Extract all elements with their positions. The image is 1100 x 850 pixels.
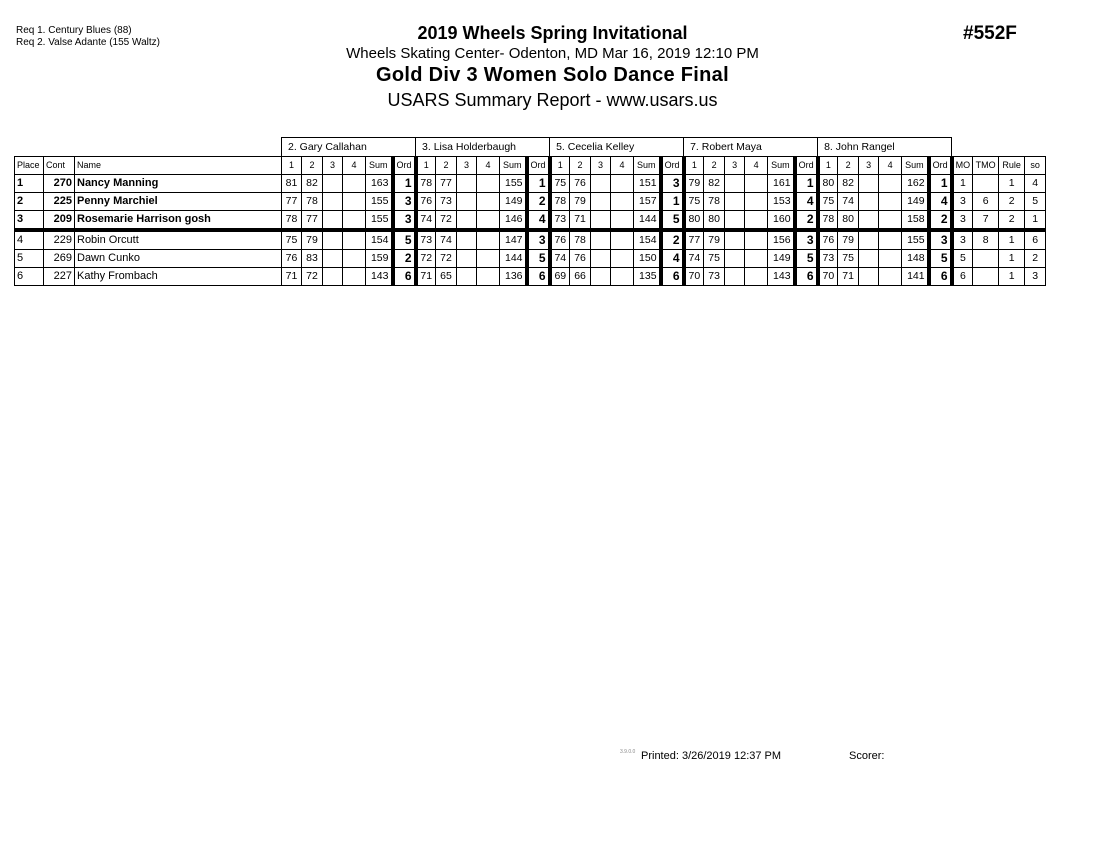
- score-cell: [725, 175, 745, 193]
- score-cell: 73: [818, 250, 838, 268]
- score-cell: 72: [436, 250, 457, 268]
- column-header-rule: Rule: [999, 157, 1025, 175]
- ordinal-cell: 4: [661, 250, 684, 268]
- score-cell: 75: [282, 230, 302, 250]
- sum-cell: 155: [366, 193, 393, 211]
- score-cell: 71: [570, 211, 591, 231]
- score-cell: 76: [818, 230, 838, 250]
- sum-cell: 155: [500, 175, 527, 193]
- judge-column-header: 2: [302, 157, 323, 175]
- ordinal-cell: 5: [393, 230, 416, 250]
- score-cell: 77: [684, 230, 704, 250]
- judge-column-header: 2: [838, 157, 859, 175]
- score-cell: 73: [436, 193, 457, 211]
- score-cell: [879, 211, 902, 231]
- judge-header-row: [15, 138, 1046, 157]
- skater-name-cell: Rosemarie Harrison gosh: [75, 211, 282, 231]
- tmo-cell: [973, 268, 999, 286]
- contestant-number-cell: 269: [44, 250, 75, 268]
- ordinal-cell: 1: [527, 175, 550, 193]
- score-cell: [323, 230, 343, 250]
- sum-cell: 154: [366, 230, 393, 250]
- place-cell: 2: [15, 193, 44, 211]
- sum-cell: 135: [634, 268, 661, 286]
- score-cell: [477, 175, 500, 193]
- ordinal-cell: 1: [795, 175, 818, 193]
- score-cell: [879, 250, 902, 268]
- so-cell: 5: [1025, 193, 1046, 211]
- ordinal-cell: 5: [795, 250, 818, 268]
- sum-cell: 149: [902, 193, 929, 211]
- score-cell: 78: [550, 193, 570, 211]
- sum-cell: 143: [768, 268, 795, 286]
- judge-column-header: Ord: [795, 157, 818, 175]
- score-cell: 79: [838, 230, 859, 250]
- judge-name: 8. John Rangel: [818, 138, 952, 157]
- ordinal-cell: 4: [527, 211, 550, 231]
- tmo-cell: 6: [973, 193, 999, 211]
- ordinal-cell: 2: [393, 250, 416, 268]
- score-cell: 78: [282, 211, 302, 231]
- judge-name: 7. Robert Maya: [684, 138, 818, 157]
- score-cell: [343, 193, 366, 211]
- judge-column-header: 1: [550, 157, 570, 175]
- sum-cell: 159: [366, 250, 393, 268]
- blank-cell: [952, 138, 1046, 157]
- score-cell: 78: [570, 230, 591, 250]
- score-cell: [343, 211, 366, 231]
- column-header-row: [15, 157, 1046, 175]
- judge-name: 5. Cecelia Kelley: [550, 138, 684, 157]
- score-cell: [457, 250, 477, 268]
- judge-column-header: 4: [745, 157, 768, 175]
- so-cell: 3: [1025, 268, 1046, 286]
- score-cell: 74: [416, 211, 436, 231]
- score-cell: 78: [704, 193, 725, 211]
- score-cell: 71: [838, 268, 859, 286]
- rule-cell: 1: [999, 175, 1025, 193]
- score-cell: 70: [818, 268, 838, 286]
- table-row: [15, 193, 1046, 211]
- tmo-cell: 8: [973, 230, 999, 250]
- ordinal-cell: 3: [795, 230, 818, 250]
- judge-column-header: 2: [570, 157, 591, 175]
- judge-column-header: 1: [282, 157, 302, 175]
- score-cell: 75: [704, 250, 725, 268]
- score-cell: [745, 175, 768, 193]
- ordinal-cell: 3: [527, 230, 550, 250]
- score-cell: 74: [550, 250, 570, 268]
- score-cell: [879, 175, 902, 193]
- ordinal-cell: 4: [929, 193, 952, 211]
- tmo-cell: [973, 175, 999, 193]
- judge-column-header: Sum: [634, 157, 661, 175]
- score-cell: [477, 211, 500, 231]
- sum-cell: 163: [366, 175, 393, 193]
- column-header-mo: MO: [952, 157, 973, 175]
- printed-timestamp: Printed: 3/26/2019 12:37 PM: [641, 750, 782, 762]
- score-cell: 69: [550, 268, 570, 286]
- place-cell: 6: [15, 268, 44, 286]
- table-row: [15, 268, 1046, 286]
- column-header-cont: Cont: [44, 157, 75, 175]
- sum-cell: 149: [500, 193, 527, 211]
- judge-column-header: 4: [611, 157, 634, 175]
- score-cell: 77: [282, 193, 302, 211]
- score-cell: [745, 230, 768, 250]
- sum-cell: 160: [768, 211, 795, 231]
- judge-column-header: 1: [818, 157, 838, 175]
- judge-column-header: 3: [457, 157, 477, 175]
- score-cell: 75: [550, 175, 570, 193]
- score-cell: [457, 175, 477, 193]
- sum-cell: 146: [500, 211, 527, 231]
- sum-cell: 141: [902, 268, 929, 286]
- score-cell: [591, 268, 611, 286]
- ordinal-cell: 5: [929, 250, 952, 268]
- score-cell: 73: [416, 230, 436, 250]
- score-cell: [725, 193, 745, 211]
- score-cell: 82: [302, 175, 323, 193]
- score-cell: [343, 230, 366, 250]
- ordinal-cell: 3: [393, 211, 416, 231]
- score-cell: [611, 211, 634, 231]
- ordinal-cell: 2: [527, 193, 550, 211]
- score-cell: [745, 211, 768, 231]
- score-cell: 74: [684, 250, 704, 268]
- judge-column-header: Sum: [768, 157, 795, 175]
- score-cell: 66: [570, 268, 591, 286]
- venue-date: Wheels Skating Center- Odenton, MD Mar 16, 2019 12:10 PM: [346, 45, 759, 62]
- judge-column-header: Ord: [527, 157, 550, 175]
- rule-cell: 1: [999, 250, 1025, 268]
- score-cell: 83: [302, 250, 323, 268]
- score-cell: [457, 230, 477, 250]
- so-cell: 2: [1025, 250, 1046, 268]
- contestant-number-cell: 270: [44, 175, 75, 193]
- ordinal-cell: 1: [393, 175, 416, 193]
- rule-cell: 1: [999, 230, 1025, 250]
- ordinal-cell: 6: [795, 268, 818, 286]
- contestant-number-cell: 225: [44, 193, 75, 211]
- ordinal-cell: 3: [393, 193, 416, 211]
- score-cell: 82: [704, 175, 725, 193]
- mo-cell: 1: [952, 175, 973, 193]
- mo-cell: 3: [952, 193, 973, 211]
- score-cell: [745, 250, 768, 268]
- score-cell: 78: [416, 175, 436, 193]
- table-row: [15, 250, 1046, 268]
- contestant-number-cell: 227: [44, 268, 75, 286]
- score-cell: [745, 193, 768, 211]
- score-cell: [323, 175, 343, 193]
- score-cell: [591, 211, 611, 231]
- table-row: [15, 230, 1046, 250]
- score-cell: [745, 268, 768, 286]
- tmo-cell: [973, 250, 999, 268]
- judge-column-header: Ord: [929, 157, 952, 175]
- score-cell: [859, 193, 879, 211]
- score-cell: 71: [282, 268, 302, 286]
- ordinal-cell: 6: [661, 268, 684, 286]
- mo-cell: 5: [952, 250, 973, 268]
- contestant-number-cell: 209: [44, 211, 75, 231]
- ordinal-cell: 3: [929, 230, 952, 250]
- score-cell: [859, 268, 879, 286]
- score-cell: [457, 268, 477, 286]
- score-cell: [859, 250, 879, 268]
- score-cell: [725, 268, 745, 286]
- judge-column-header: Ord: [661, 157, 684, 175]
- ordinal-cell: 1: [661, 193, 684, 211]
- judge-column-header: Ord: [393, 157, 416, 175]
- score-cell: 82: [838, 175, 859, 193]
- score-cell: 80: [818, 175, 838, 193]
- judge-column-header: Sum: [500, 157, 527, 175]
- score-cell: [725, 230, 745, 250]
- score-cell: [611, 268, 634, 286]
- score-cell: 76: [570, 250, 591, 268]
- table-row: [15, 175, 1046, 193]
- score-cell: 77: [302, 211, 323, 231]
- score-cell: [591, 230, 611, 250]
- ordinal-cell: 2: [795, 211, 818, 231]
- score-cell: 77: [436, 175, 457, 193]
- score-cell: [477, 250, 500, 268]
- score-cell: 80: [704, 211, 725, 231]
- score-cell: [323, 268, 343, 286]
- place-cell: 4: [15, 230, 44, 250]
- skater-name-cell: Robin Orcutt: [75, 230, 282, 250]
- score-cell: 73: [704, 268, 725, 286]
- judge-column-header: 1: [684, 157, 704, 175]
- score-cell: [591, 175, 611, 193]
- ordinal-cell: 5: [661, 211, 684, 231]
- sum-cell: 147: [500, 230, 527, 250]
- score-cell: [343, 175, 366, 193]
- score-cell: 79: [684, 175, 704, 193]
- score-cell: [477, 268, 500, 286]
- score-cell: 72: [436, 211, 457, 231]
- mo-cell: 3: [952, 211, 973, 231]
- blank-cell: [15, 138, 282, 157]
- judge-name: 3. Lisa Holderbaugh: [416, 138, 550, 157]
- score-cell: 72: [302, 268, 323, 286]
- score-cell: 74: [838, 193, 859, 211]
- score-cell: 79: [302, 230, 323, 250]
- ordinal-cell: 1: [929, 175, 952, 193]
- ordinal-cell: 3: [661, 175, 684, 193]
- score-cell: [879, 193, 902, 211]
- ordinal-cell: 6: [393, 268, 416, 286]
- place-cell: 3: [15, 211, 44, 231]
- table-row: [15, 211, 1046, 231]
- judge-column-header: 3: [591, 157, 611, 175]
- score-cell: 75: [838, 250, 859, 268]
- event-title: Gold Div 3 Women Solo Dance Final: [376, 64, 729, 86]
- score-cell: [725, 250, 745, 268]
- score-cell: [879, 268, 902, 286]
- rule-cell: 2: [999, 211, 1025, 231]
- sum-cell: 157: [634, 193, 661, 211]
- column-header-tmo: TMO: [973, 157, 999, 175]
- judge-column-header: 4: [477, 157, 500, 175]
- rule-cell: 2: [999, 193, 1025, 211]
- so-cell: 6: [1025, 230, 1046, 250]
- sum-cell: 144: [634, 211, 661, 231]
- sum-cell: 144: [500, 250, 527, 268]
- judge-column-header: Sum: [902, 157, 929, 175]
- score-cell: [859, 175, 879, 193]
- requirement-2: Req 2. Valse Adante (155 Waltz): [16, 37, 160, 48]
- judge-column-header: 4: [879, 157, 902, 175]
- score-cell: [611, 250, 634, 268]
- judge-column-header: Sum: [366, 157, 393, 175]
- score-cell: 73: [550, 211, 570, 231]
- sum-cell: 149: [768, 250, 795, 268]
- results-table: [14, 137, 1046, 286]
- ordinal-cell: 2: [929, 211, 952, 231]
- mo-cell: 6: [952, 268, 973, 286]
- sum-cell: 158: [902, 211, 929, 231]
- score-cell: 76: [570, 175, 591, 193]
- score-cell: 75: [684, 193, 704, 211]
- skater-name-cell: Kathy Frombach: [75, 268, 282, 286]
- score-cell: 78: [302, 193, 323, 211]
- score-cell: 76: [416, 193, 436, 211]
- place-cell: 5: [15, 250, 44, 268]
- judge-column-header: 2: [704, 157, 725, 175]
- score-cell: [477, 193, 500, 211]
- sum-cell: 155: [902, 230, 929, 250]
- requirement-1: Req 1. Century Blues (88): [16, 25, 132, 36]
- sum-cell: 162: [902, 175, 929, 193]
- judge-name: 2. Gary Callahan: [282, 138, 416, 157]
- mo-cell: 3: [952, 230, 973, 250]
- place-cell: 1: [15, 175, 44, 193]
- judge-column-header: 1: [416, 157, 436, 175]
- sum-cell: 161: [768, 175, 795, 193]
- sum-cell: 153: [768, 193, 795, 211]
- score-cell: [457, 211, 477, 231]
- score-cell: 80: [838, 211, 859, 231]
- score-cell: [859, 211, 879, 231]
- sum-cell: 136: [500, 268, 527, 286]
- judge-column-header: 3: [323, 157, 343, 175]
- skater-name-cell: Penny Marchiel: [75, 193, 282, 211]
- judge-column-header: 2: [436, 157, 457, 175]
- score-cell: 79: [570, 193, 591, 211]
- score-cell: [591, 193, 611, 211]
- version-label: 3.9.0.0: [620, 749, 636, 755]
- ordinal-cell: 5: [527, 250, 550, 268]
- score-cell: 78: [818, 211, 838, 231]
- score-cell: [611, 230, 634, 250]
- score-cell: [477, 230, 500, 250]
- score-cell: [879, 230, 902, 250]
- score-cell: 76: [550, 230, 570, 250]
- judge-column-header: 3: [859, 157, 879, 175]
- score-cell: 80: [684, 211, 704, 231]
- scorer-label: Scorer:: [849, 750, 885, 762]
- competition-title: 2019 Wheels Spring Invitational: [417, 23, 688, 43]
- ordinal-cell: 6: [929, 268, 952, 286]
- column-header-so: so: [1025, 157, 1046, 175]
- skater-name-cell: Dawn Cunko: [75, 250, 282, 268]
- score-cell: 72: [416, 250, 436, 268]
- sum-cell: 154: [634, 230, 661, 250]
- event-number: #552F: [963, 23, 1017, 44]
- contestant-number-cell: 229: [44, 230, 75, 250]
- sum-cell: 155: [366, 211, 393, 231]
- score-cell: [323, 211, 343, 231]
- score-cell: [611, 175, 634, 193]
- skater-name-cell: Nancy Manning: [75, 175, 282, 193]
- score-cell: 65: [436, 268, 457, 286]
- score-cell: [323, 193, 343, 211]
- score-cell: 79: [704, 230, 725, 250]
- score-cell: [611, 193, 634, 211]
- sum-cell: 151: [634, 175, 661, 193]
- ordinal-cell: 6: [527, 268, 550, 286]
- score-cell: [859, 230, 879, 250]
- score-cell: 70: [684, 268, 704, 286]
- rule-cell: 1: [999, 268, 1025, 286]
- ordinal-cell: 2: [661, 230, 684, 250]
- score-cell: [343, 268, 366, 286]
- sum-cell: 143: [366, 268, 393, 286]
- score-cell: 76: [282, 250, 302, 268]
- column-header-place: Place: [15, 157, 44, 175]
- report-title: USARS Summary Report - www.usars.us: [387, 90, 718, 110]
- so-cell: 4: [1025, 175, 1046, 193]
- score-cell: 74: [436, 230, 457, 250]
- sum-cell: 148: [902, 250, 929, 268]
- score-cell: 81: [282, 175, 302, 193]
- score-cell: [323, 250, 343, 268]
- score-cell: 75: [818, 193, 838, 211]
- score-cell: [725, 211, 745, 231]
- judge-column-header: 3: [725, 157, 745, 175]
- column-header-name: Name: [75, 157, 282, 175]
- sum-cell: 156: [768, 230, 795, 250]
- tmo-cell: 7: [973, 211, 999, 231]
- score-cell: [343, 250, 366, 268]
- score-cell: [591, 250, 611, 268]
- score-cell: [457, 193, 477, 211]
- score-cell: 71: [416, 268, 436, 286]
- ordinal-cell: 4: [795, 193, 818, 211]
- judge-column-header: 4: [343, 157, 366, 175]
- sum-cell: 150: [634, 250, 661, 268]
- so-cell: 1: [1025, 211, 1046, 231]
